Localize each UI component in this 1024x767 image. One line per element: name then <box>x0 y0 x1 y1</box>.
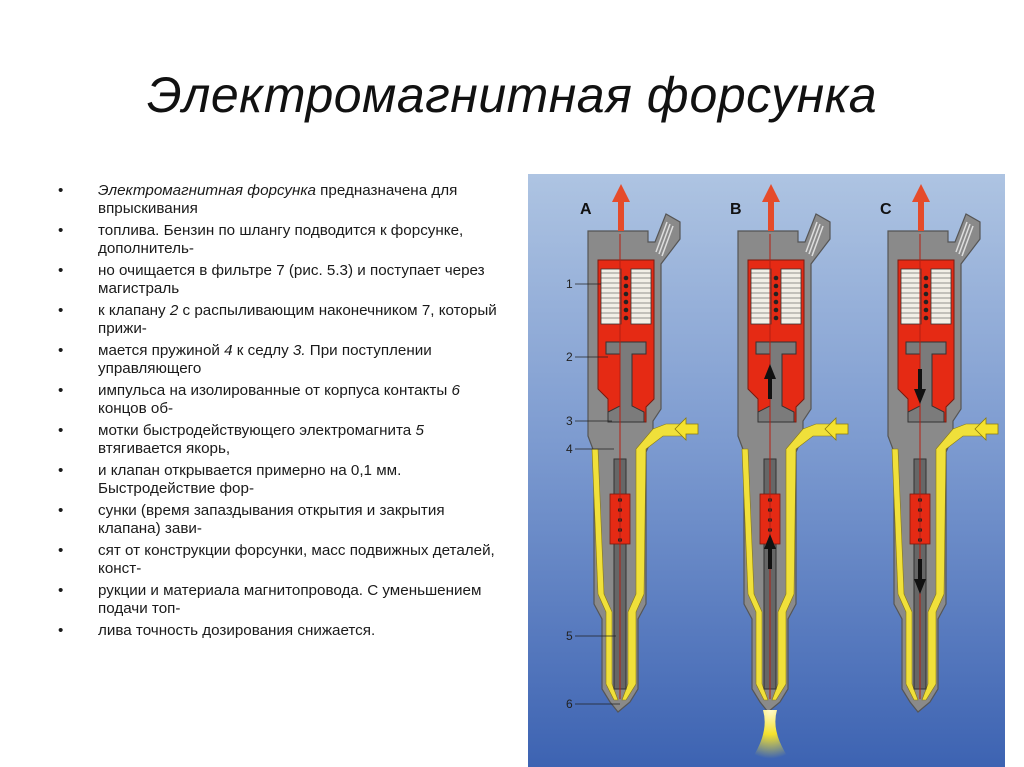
bullet-text: лива точность дозирования снижается. <box>98 622 376 639</box>
bullet-item <box>58 462 498 498</box>
part-number-3: 3 <box>566 414 573 428</box>
bullet-marker: • <box>58 302 64 319</box>
part-number-5: 5 <box>566 629 573 643</box>
bullet-marker: • <box>58 502 64 519</box>
part-number-4: 4 <box>566 442 573 456</box>
spring-coil <box>624 300 629 305</box>
bullet-item <box>58 502 498 538</box>
spring-coil <box>624 308 629 313</box>
spring-coil <box>774 308 779 313</box>
spring-coil <box>924 316 929 321</box>
spring-coil <box>624 284 629 289</box>
injector-label-c: C <box>880 201 892 218</box>
bullet-italic-text: 6 <box>451 382 460 399</box>
bullet-marker: • <box>58 582 64 599</box>
spring-coil <box>924 308 929 313</box>
bullet-item <box>58 542 498 578</box>
bullet-marker: • <box>58 182 64 199</box>
bullet-text: концов об- <box>98 400 174 417</box>
bullet-marker: • <box>58 422 64 439</box>
slide-title: Электромагнитная форсунка <box>146 67 878 123</box>
coil-winding <box>781 269 801 324</box>
bullet-list <box>58 182 498 644</box>
spring-coil <box>924 284 929 289</box>
bullet-italic-text: 2 <box>169 302 179 319</box>
bullet-item <box>58 262 498 298</box>
spring-coil <box>774 284 779 289</box>
bullet-item <box>58 382 498 418</box>
spring-coil <box>774 276 779 281</box>
signal-arrow-shaft <box>618 199 624 231</box>
spring-coil <box>774 316 779 321</box>
bullet-marker: • <box>58 462 64 479</box>
bullet-text: мотки быстродействующего электромагнита <box>98 422 416 439</box>
coil-winding <box>601 269 621 324</box>
bullet-text: к клапану <box>98 302 170 319</box>
bullet-item <box>58 422 498 458</box>
bullet-italic-text: Электромагнитная форсунка <box>98 182 316 199</box>
bullet-text: но очищается в фильтре 7 (рис. 5.3) и поступает через магистраль <box>98 262 485 297</box>
spring-coil <box>774 292 779 297</box>
bullet-marker: • <box>58 342 64 359</box>
part-number-6: 6 <box>566 697 573 711</box>
bullet-text: сят от конструкции форсунки, масс подвижных деталей, конст- <box>98 542 495 577</box>
bullet-text: втягивается якорь, <box>98 440 231 457</box>
bullet-text: рукции и материала магнитопровода. С уменьшением подачи топ- <box>98 582 482 617</box>
coil-winding <box>751 269 771 324</box>
bullet-text: мается пружиной <box>98 342 225 359</box>
bullet-text: импульса на изолированные от корпуса контакты <box>98 382 452 399</box>
spring-coil <box>774 300 779 305</box>
injector-label-b: B <box>730 201 742 218</box>
bullet-italic-text: 5 <box>415 422 424 439</box>
bullet-item <box>58 342 498 378</box>
bullet-item <box>58 582 498 618</box>
part-number-2: 2 <box>566 350 573 364</box>
spring-coil <box>624 276 629 281</box>
bullet-text: топлива. Бензин по шлангу подводится к форсунке, дополнитель- <box>98 222 464 257</box>
bullet-item <box>58 182 498 218</box>
bullet-item <box>58 222 498 258</box>
spring-coil <box>924 300 929 305</box>
bullet-text: При поступлении управляющего <box>98 342 432 377</box>
signal-arrow-shaft <box>918 199 924 231</box>
bullet-text: сунки (время запаздывания открытия и закрытия клапана) зави- <box>98 502 445 537</box>
spring-coil <box>624 292 629 297</box>
bullet-text: с распыливающим наконечником 7, который прижи- <box>98 302 497 337</box>
bullet-italic-text: 3. <box>292 342 306 359</box>
spring-coil <box>924 276 929 281</box>
bullet-marker: • <box>58 222 64 239</box>
bullet-text: предназначена для впрыскивания <box>98 182 458 217</box>
coil-winding <box>631 269 651 324</box>
bullet-marker: • <box>58 262 64 279</box>
bullet-item <box>58 622 498 640</box>
bullet-text: к седлу <box>232 342 293 359</box>
spring-coil <box>924 292 929 297</box>
coil-winding <box>901 269 921 324</box>
bullet-text: и клапан открывается примерно на 0,1 мм. Быстродействие фор- <box>98 462 402 497</box>
spring-coil <box>624 316 629 321</box>
coil-winding <box>931 269 951 324</box>
bullet-marker: • <box>58 542 64 559</box>
bullet-item <box>58 302 498 338</box>
bullet-marker: • <box>58 382 64 399</box>
injector-label-a: A <box>580 201 592 218</box>
part-number-1: 1 <box>566 277 573 291</box>
bullet-italic-text: 4 <box>224 342 233 359</box>
signal-arrow-shaft <box>768 199 774 231</box>
injector-diagram <box>528 174 1005 767</box>
bullet-marker: • <box>58 622 64 639</box>
